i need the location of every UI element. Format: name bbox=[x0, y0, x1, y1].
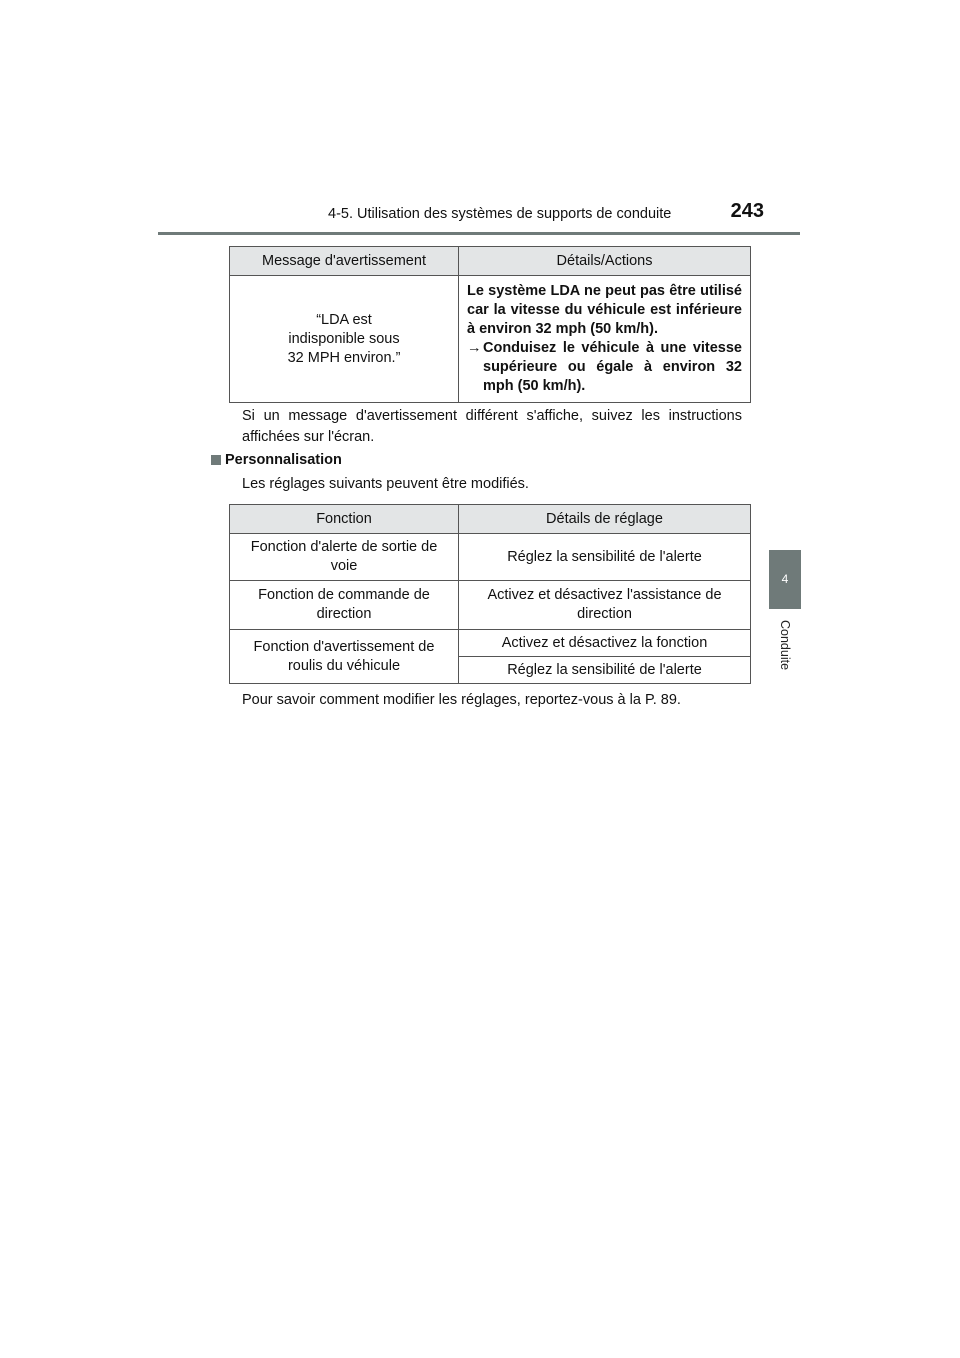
warning-message-table bbox=[229, 246, 751, 403]
table-header-details: Détails/Actions bbox=[459, 247, 751, 276]
square-bullet-icon bbox=[211, 455, 221, 465]
table-header-function: Fonction bbox=[230, 505, 459, 534]
page-number: 243 bbox=[730, 200, 764, 222]
section-title: 4-5. Utilisation des systèmes de supports de conduite bbox=[328, 206, 672, 222]
action-text: Conduisez le véhicule à une vitesse supérieure ou égale à environ 32 mph (50 km/h). bbox=[483, 340, 742, 394]
table-row bbox=[230, 630, 751, 657]
footer-text: Pour savoir comment modifier les réglages, reportez-vous à la P. 89. bbox=[242, 692, 681, 708]
header-divider bbox=[158, 232, 800, 235]
warning-details-cell bbox=[459, 276, 751, 403]
table-row bbox=[230, 581, 751, 630]
function-cell: Fonction d'avertissement de roulis du véhicule bbox=[230, 630, 459, 684]
table-row bbox=[230, 276, 751, 403]
details-cell: Activez et désactivez l'assistance de direction bbox=[459, 581, 751, 630]
chapter-tab[interactable]: 4 bbox=[769, 550, 801, 609]
section-heading bbox=[211, 452, 342, 468]
function-cell: Fonction d'alerte de sortie de voie bbox=[230, 534, 459, 581]
details-cell: Réglez la sensibilité de l'alerte bbox=[459, 534, 751, 581]
note-text: Si un message d'avertissement différent s'affiche, suivez les instructions affichées sur l'écran. bbox=[242, 408, 742, 445]
details-cell: Réglez la sensibilité de l'alerte bbox=[459, 657, 751, 684]
function-cell: Fonction de commande de direction bbox=[230, 581, 459, 630]
table-header-message: Message d'avertissement bbox=[230, 247, 459, 276]
table-header-setting-details: Détails de réglage bbox=[459, 505, 751, 534]
details-cell: Activez et désactivez la fonction bbox=[459, 630, 751, 657]
settings-table bbox=[229, 504, 751, 684]
chapter-label: Conduite bbox=[778, 620, 792, 671]
message-line: 32 MPH environ.” bbox=[287, 349, 401, 366]
arrow-right-icon: → bbox=[467, 340, 482, 356]
details-text: Le système LDA ne peut pas être utilisé car la vitesse du véhicule est inférieure à environ 32 mph (50 km/h). bbox=[467, 283, 742, 337]
section-title-text: Personnalisation bbox=[225, 452, 342, 468]
section-intro: Les réglages suivants peuvent être modifiés. bbox=[242, 476, 529, 492]
warning-message-cell bbox=[230, 276, 459, 403]
table-row bbox=[230, 534, 751, 581]
action-item bbox=[467, 339, 742, 396]
message-line: “LDA est bbox=[316, 311, 372, 328]
message-line: indisponible sous bbox=[288, 330, 400, 347]
